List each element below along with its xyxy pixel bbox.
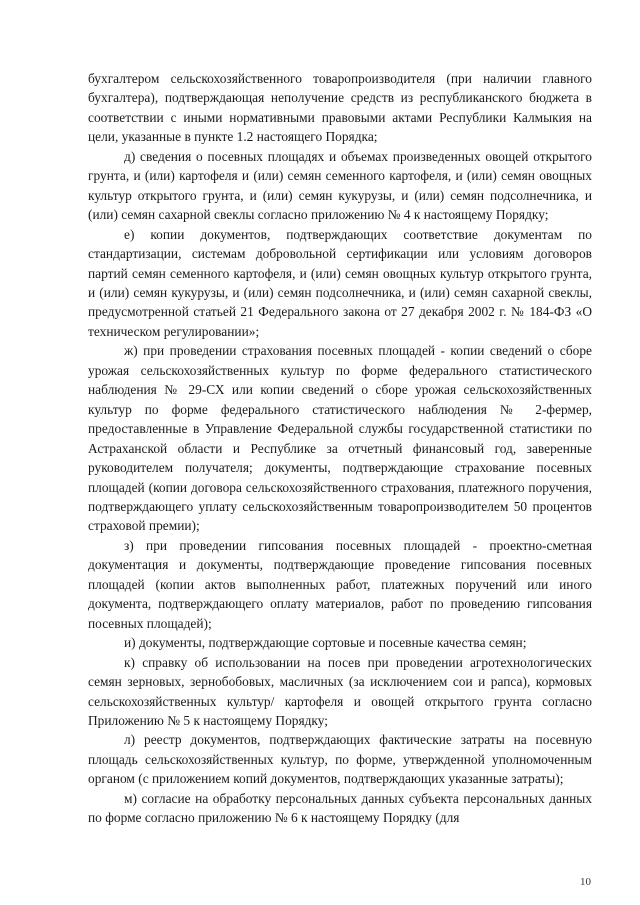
paragraph-item-i: и) документы, подтверждающие сортовые и посевные качества семян; [124, 635, 527, 651]
document-body [88, 69, 592, 828]
paragraph-item-e: е) копии документов, подтверждающих соответствие документам по стандартизации, системам добровольной сертификации или условиям договоров партий семян семенного картофеля, и (или) семян овощных культур открытого грунта, и (или) семян кукурузы, и (или) семян подсолнечника, и (или) семян сахарной свеклы, предусмотренной статьей 21 Федерального закона от 27 декабря 2002 г. № 184-ФЗ «О техническом регулировании»; [88, 226, 592, 339]
paragraph-item-m: м) согласие на обработку персональных данных субъекта персональных данных по форме согласно приложению № 6 к настоящему Порядку (для [88, 790, 592, 826]
paragraph-item-l: л) реестр документов, подтверждающих фактические затраты на посевную площадь сельскохозяйственных культур, по форме, утвержденной уполномоченным органом (с приложением копий документов, подтверждающих указанные затраты); [88, 732, 592, 787]
paragraph-item-zh: ж) при проведении страхования посевных площадей - копии сведений о сборе урожая сельскохозяйственных культур по форме федерального статистического наблюдения № 29-СХ или копии сведений о сборе урожая сельскохозяйственных культур по форме федерального статистического наблюдения № 2-фермер, предоставленные в Управление Федеральной службы государственной статистики по Астраханской области и Республике за отчетный финансовый год, заверенные руководителем получателя; документы, подтверждающие страхование посевных площадей (копии договора сельскохозяйственного страхования, платежного поручения, подтверждающего уплату сельскохозяйственным товаропроизводителем 50 процентов страховой премии); [88, 343, 592, 534]
paragraph-item-z: з) при проведении гипсования посевных площадей - проектно-сметная документация и документы, подтверждающие проведение гипсования посевных площадей (копии актов выполненных работ, платежных поручений или иного документа, подтверждающего оплату материалов, работ по проведению гипсования посевных площадей); [88, 537, 592, 631]
paragraph-continuation: бухгалтером сельскохозяйственного товаропроизводителя (при наличии главного бухгалтера), подтверждающая неполучение средств из республиканского бюджета в соответствии с иными нормативными правовыми актами Республики Калмыкия на цели, указанные в пункте 1.2 настоящего Порядка; [88, 71, 592, 145]
paragraph-item-d: д) сведения о посевных площадях и объемах произведенных овощей открытого грунта, и (или) картофеля и (или) семян семенного картофеля, и (или) семян овощных культур открытого грунта, и (или) семян кукурузы, и (или) семян подсолнечника, и (или) семян сахарной свеклы согласно приложению № 4 к настоящему Порядку; [88, 148, 592, 223]
page-number: 10 [580, 876, 591, 888]
paragraph-item-k: к) справку об использовании на посев при проведении агротехнологических семян зерновых, зернобобовых, масличных (за исключением сои и рапса), кормовых сельскохозяйственных культур/ картофеля и овощей открытого грунта согласно Приложению № 5 к настоящему Порядку; [88, 654, 592, 728]
